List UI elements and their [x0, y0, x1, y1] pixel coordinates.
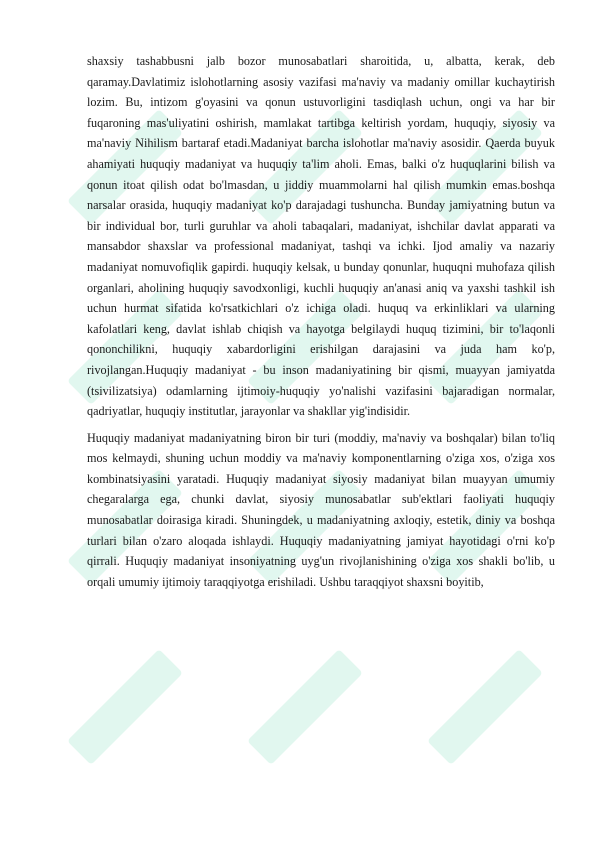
watermark-mark — [247, 649, 363, 765]
watermark-mark — [67, 649, 183, 765]
paragraph-1: shaxsiy tashabbusni jalb bozor munosabatlari sharoitida, u, albatta, kerak, deb qaramay.Davlatimiz islohotlarning asosiy vazifasi ma'naviy va madaniy omillar kuchaytirish lozim. Bu, intizom g'oyasini va qonun ustuvorligini tasdiqlash uchun, ongi va har bir fuqaroning mas'uliyatini oshirish, mamlakat tartibga keltirish yordam, huquqiy, siyosiy va ma'naviy Nihilism bartaraf etadi.Madaniyat barcha islohotlar ma'naviy asosidir. Qaerda buyuk ahamiyati huquqiy madaniyat va huquqiy ta'lim aholi. Emas, balki o'z huquqlarini bilish va qonun itoat qilish odat bo'lmasdan, u jiddiy muammolarni hal qilish mumkin emas.boshqa narsalar orasida, huquqiy madaniyat ko'p darajadagi tushuncha. Bunday jamiyatning butun va bir individual bor, turli guruhlar va aholi tabaqalari, madaniyat, ishchilar davlat apparati va mansabdor shaxslar va professional madaniyat, tashqi va ichki. Ijod amaliy va nazariy madaniyat nomuvofiqlik gapirdi. huquqiy kelsak, u bunday qonunlar, huquqni muhofaza qilish organlari, aholining huquqiy savodxonligi, kuchli huquqiy an'anasi aniq va yaxshi tashkil ish uchun hurmat sifatida ko'rsatkichlari o'z ichiga oladi. huquq va erkinliklari va ularning kafolatlari keng, davlat ishlab chiqish va hayotga belgilaydi huquq tizimini, bir to'laqonli qononchilikni, huquqiy xabardorligini erishilgan darajasini va juda ham ko'p, rivojlangan.Huquqiy madaniyat - bu inson madaniyatining bir qismi, muayyan jamiyatda (tsivilizatsiya) odamlarning ijtimoiy-huquqiy yo'nalishi vazifasini bajaradigan normalar, qadriyatlar, huquqiy institutlar, jarayonlar va shakllar yig'indisidir. — [87, 54, 555, 419]
paragraph-2: Huquqiy madaniyat madaniyatning biron bir turi (moddiy, ma'naviy va boshqalar) bilan to'liq mos kelmaydi, shuning uchun moddiy va ma'naviy komponentlarning o'ziga xos, o'ziga xos kombinatsiyasini yaratadi. Huquqiy madaniyat siyosiy madaniyat bilan muayyan umumiy chegaralarga ega, chunki davlat, siyosiy munosabatlar sub'ektlari faoliyati huquqiy munosabatlar doirasiga kiradi. Shuningdek, u madaniyatning axloqiy, estetik, diniy va boshqa turlari bilan o'zaro aloqada ishlaydi. Huquqiy madaniyatning jamiyat hayotidagi o'rni ko'p qirrali. Huquqiy madaniyat insoniyatning uyg'un rivojlanishining o'ziga xos shakli bo'lib, u orqali umumiy ijtimoiy taraqqiyotga erishiladi. Ushbu taraqqiyot shaxsni boyitib, — [87, 430, 555, 589]
document-body — [87, 51, 555, 598]
watermark-mark — [427, 649, 543, 765]
